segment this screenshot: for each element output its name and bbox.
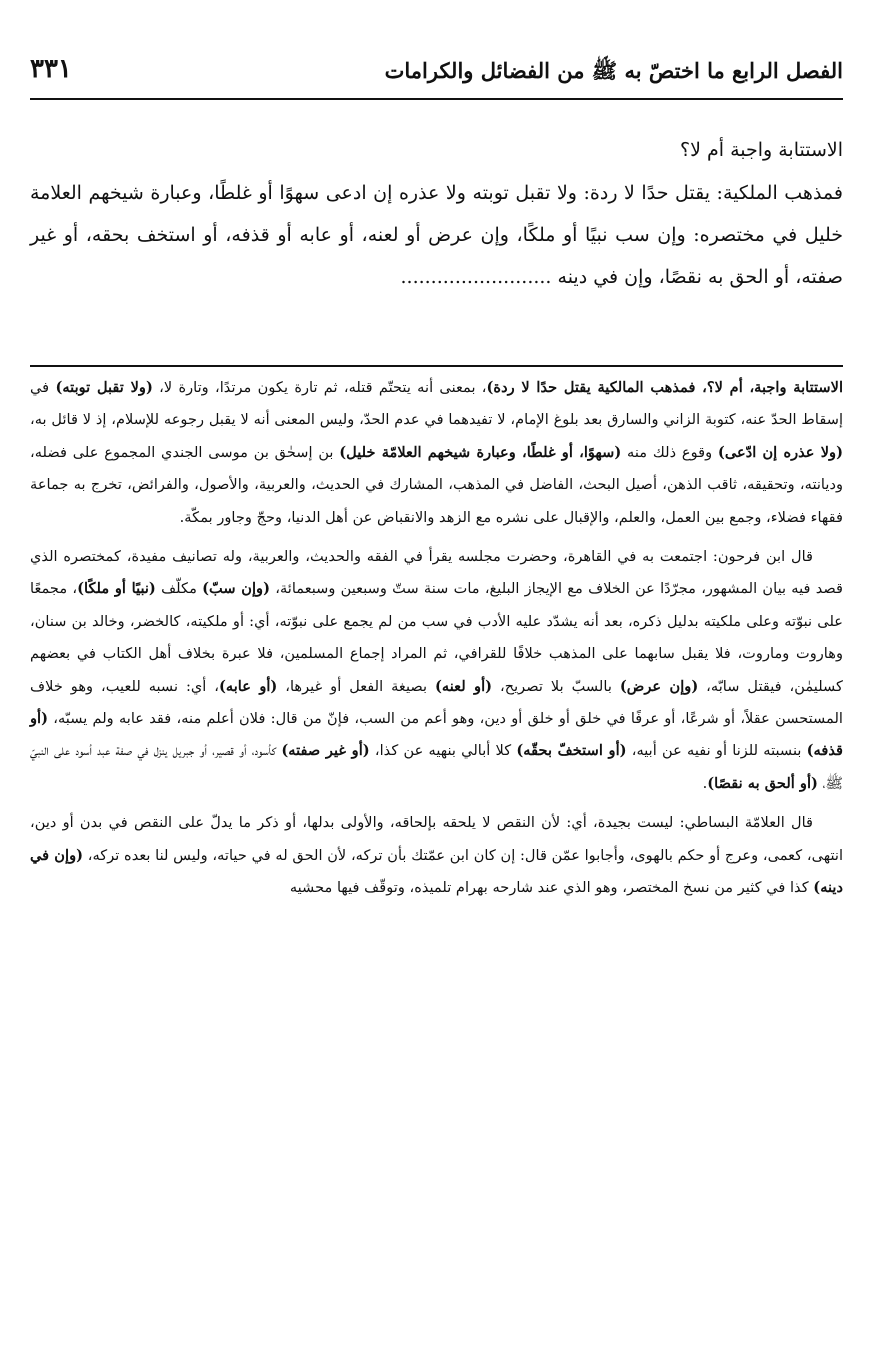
- commentary-paragraph-3: [30, 807, 843, 904]
- commentary-span: ، بمعنى أنه يتحتّم قتله، ثم تارة يكون مرتدًا، وتارة لا،: [152, 379, 487, 396]
- commentary-span: ، أي: نسبه للعيب، وهو خلاف المستحسن عقلاً، أو شرعًا، أو عرفًا في خلق أو خلق أو دين، وهو أعم من السب، فإنّ من قال: فلان أعلم منه، فقد عابه ولم يسبّه،: [30, 677, 843, 728]
- commentary-span: قال العلامّة البساطي: ليست بجيدة، أي: لأن النقص لا يلحقه بإلحاقه، والأولى بدلها، أو ذكر ما يدلّ على النقص في بدن أو دين، انتهى، كعمى، وعرج أو حكم بالهوى، وأجابوا عمّن قال: إن كان ابن عمّتك بأن تركه، لأن الحق له في حياته، وليس لنا بعده تركه،: [30, 814, 844, 864]
- commentary-span: بصيغة الفعل أو غيرها،: [277, 677, 436, 695]
- main-text-heading-line: الاستتابة واجبة أم لا؟: [680, 139, 843, 161]
- quoted-matn-span: (أو عابه): [219, 677, 278, 695]
- commentary-span: .: [702, 774, 708, 792]
- quoted-matn-span: (ولا عذره إن ادّعى): [717, 443, 843, 461]
- commentary-text: [30, 372, 843, 912]
- quoted-matn-span: الاستتابة واجبة، أم لا؟، فمذهب المالكية يقتل حدًا لا ردة): [486, 379, 844, 396]
- quoted-matn-span: (وإن سبّ): [202, 580, 270, 598]
- commentary-span: كذا في كثير من نسخ المختصر، وهو الذي عند شارحه بهرام تلميذه، وتوقّف فيها محشيه: [289, 879, 814, 897]
- commentary-separator-rule: [30, 365, 843, 367]
- quoted-matn-span: (أو غير صفته): [281, 742, 370, 760]
- quoted-matn-span: (سهوًا، أو غلطًا، وعبارة شيخهم العلامّة خليل): [339, 443, 622, 461]
- page-header: [30, 54, 843, 92]
- running-title: الفصل الرابع ما اختصّ به ﷺ من الفضائل والكرامات: [384, 58, 843, 83]
- commentary-span: في إسقاط الحدّ عنه، كتوبة الزاني والسارق بعد بلوغ الإمام، لا تفيدهما في عدم الحدّ، وليس المعنى أنه لا يقبل رجوعه للإسلام، إذ لا قائل به،: [30, 379, 843, 429]
- quoted-matn-span: (وإن في دينه): [30, 846, 843, 897]
- commentary-span: بن إسحٰق بن موسى الجندي المجموع على فضله، وديانته، وتحقيقه، ثاقب الذهن، أصيل البحث، الفاضل في المذهب، المشارك في الحديث، والعربية، والأصول، والفرائض، تخرج به جماعة فقهاء فضلاء، وجمع بين العمل، والعلم، والإقبال على نشره مع الزهد والانقباض عن أهل الدنيا، وحجّ وجاور بمكّة.: [30, 443, 843, 526]
- commentary-span: قال ابن فرحون: اجتمعت به في القاهرة، وحضرت مجلسه يقرأ في الفقه والحديث، والعربية، وله تصانيف مفيدة، كمختصره الذي قصد فيه بيان المشهور، مجرّدًا عن الخلاف مع الإيجاز البليغ، مات سنة ستّ وسبعين وسبعمائة،: [30, 548, 843, 598]
- quoted-matn-span: (أو استخفّ بحقّه): [516, 742, 627, 760]
- commentary-span: ، مجمعًا على نبوّته وعلى ملكيته بدليل ذكره، بعد أنه يشدّد عليه الأدب في سب من لم يجمع على نبوّته، أي: أو ملكيته، كالخضر، وخالد بن سنان، وهاروت وماروت، فلا يقبل سابهما على المذهب خلافًا للقرافي، ثم المراد إجماع المسلمين، فلا عبرة بخلاف أهل الكتاب في بعضهم كسليمٰن، فيقتل سابّه،: [30, 580, 844, 695]
- commentary-span: وقوع ذلك منه: [621, 443, 718, 461]
- commentary-span: بالسبّ بلا تصريح،: [492, 677, 620, 695]
- quoted-matn-span: (أو لعنه): [435, 677, 493, 695]
- main-text: [30, 128, 843, 298]
- commentary-span: كأسود، أو قصير، أو جبريل ينزل في صفة عبد أسود على النبيّ ﷺ،: [30, 742, 843, 792]
- commentary-span: بنسبته للزنا أو نفيه عن أبيه،: [626, 742, 807, 760]
- quoted-matn-span: (وإن عرض): [619, 677, 699, 695]
- commentary-paragraph-2: [30, 541, 843, 800]
- commentary-paragraph-1: [30, 372, 843, 534]
- quoted-matn-span: (أو ألحق به نقصًا): [707, 774, 818, 792]
- commentary-span: مكلّف: [155, 580, 203, 598]
- header-rule: [30, 98, 843, 100]
- quoted-matn-span: (نبيًا أو ملكًا): [77, 580, 156, 598]
- main-text-paragraph: فمذهب الملكية: يقتل حدًا لا ردة: ولا تقبل توبته ولا عذره إن ادعى سهوًا أو غلطًا، وعبارة شيخهم العلامة خليل في مختصره: وإن سب نبيًا أو ملكًا، وإن عرض أو لعنه، أو عابه أو قذفه، أو استخف بحقه، أو غير صفته، أو الحق به نقصًا، وإن في دينه .........................: [30, 182, 843, 288]
- commentary-span: كلا أبالي بنهيه عن كذا،: [369, 742, 517, 760]
- page-number: ٣٣١: [30, 54, 72, 84]
- quoted-matn-span: (أو قذفه): [30, 710, 843, 760]
- quoted-matn-span: (ولا تقبل توبته): [55, 379, 153, 396]
